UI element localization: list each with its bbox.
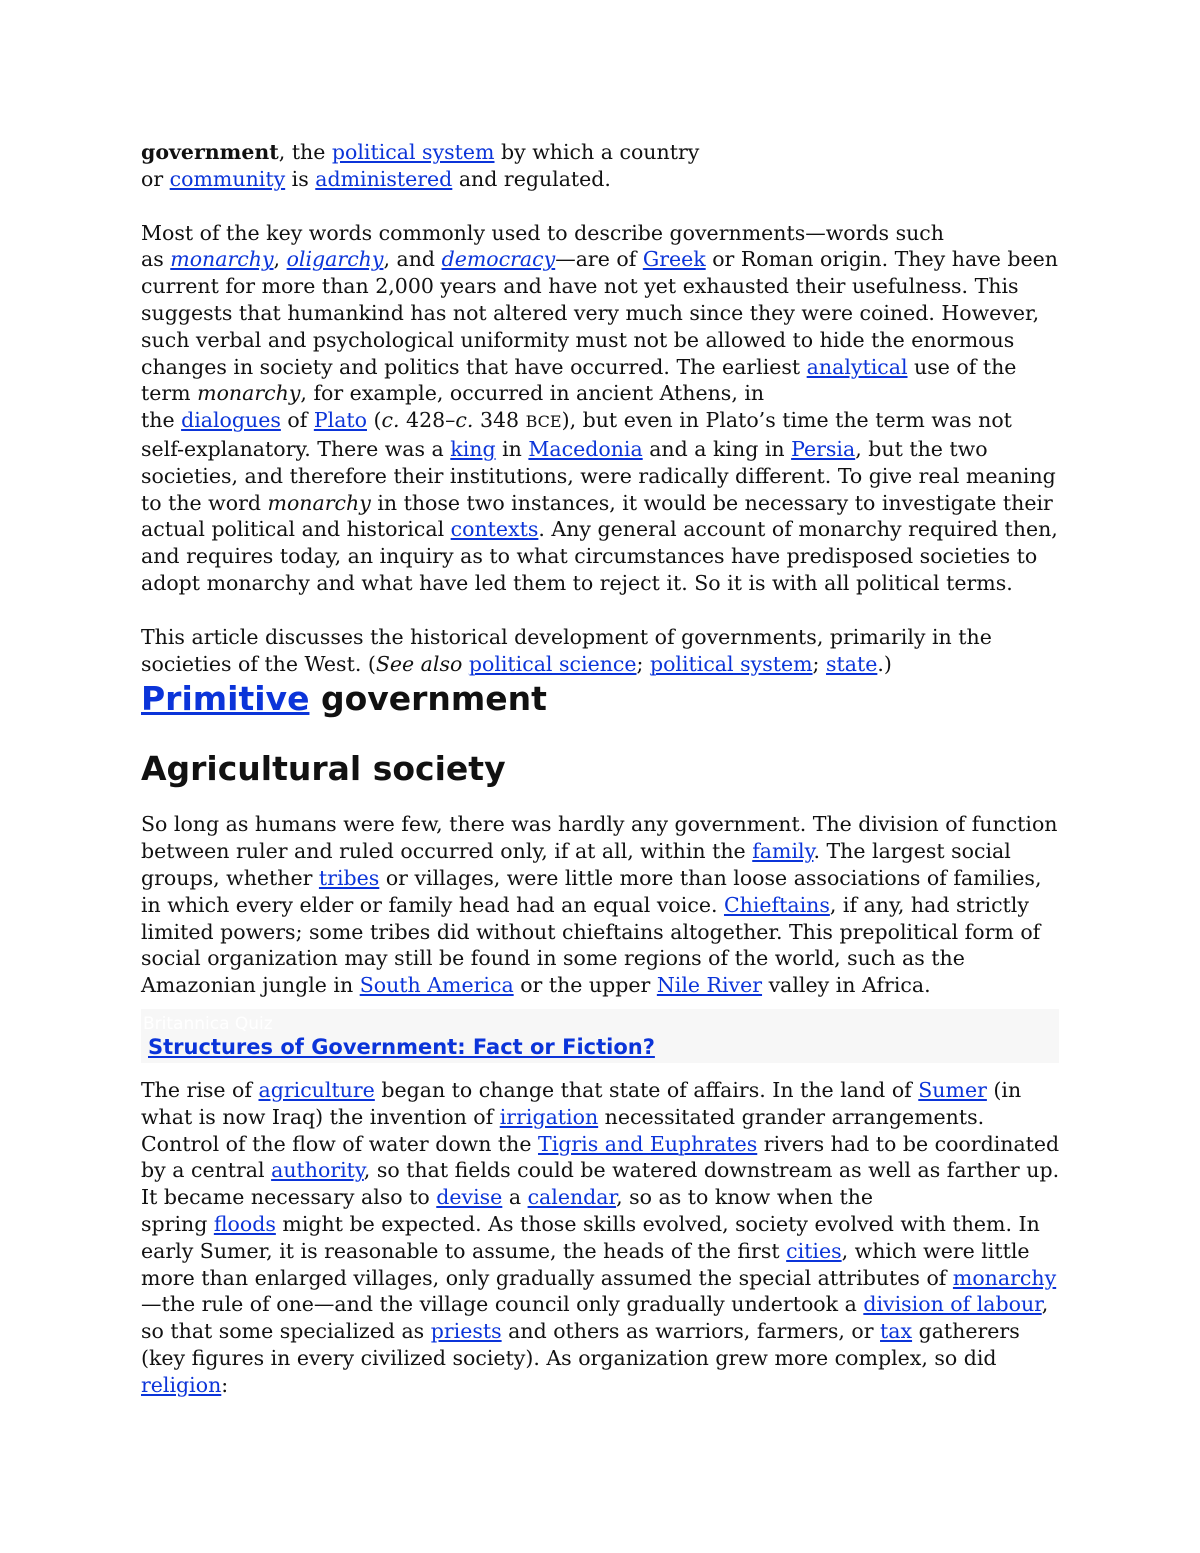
- link-political-system-2[interactable]: political system: [649, 651, 813, 676]
- link-tribes[interactable]: tribes: [318, 865, 380, 890]
- link-state[interactable]: state: [825, 651, 878, 676]
- paragraph-early-society: So long as humans were few, there was hardly any government. The division of function between ruler and ruled occurred only, if at all, within the family. The largest social groups, whether tribes or villages, were little more than loose associations of families, in which every elder or family head had an equal voice. Chieftains, if any, had strictly limited powers; some tribes did without chieftains altogether. This prepolitical form of social organization may still be found in some regions of the world, such as the Amazonian jungle in South America or the upper Nile River valley in Africa.: [141, 812, 1058, 998]
- quiz-box: [141, 1009, 1059, 1063]
- paragraph-article-scope: This article discusses the historical development of governments, primarily in the societies of the West. (See also political science; political system; state.): [141, 624, 992, 676]
- link-sumer[interactable]: Sumer: [918, 1077, 987, 1102]
- link-political-system[interactable]: political system: [331, 140, 495, 164]
- link-tigris-euphrates[interactable]: Tigris and Euphrates: [538, 1131, 758, 1156]
- link-contexts[interactable]: contexts: [450, 517, 539, 542]
- link-greek[interactable]: Greek: [642, 247, 706, 272]
- link-calendar[interactable]: calendar: [527, 1185, 617, 1210]
- link-cities[interactable]: cities: [786, 1238, 842, 1263]
- link-plato[interactable]: Plato: [313, 408, 367, 433]
- quiz-link[interactable]: Structures of Government: Fact or Fiction?: [148, 1034, 655, 1059]
- link-community[interactable]: community: [169, 166, 286, 191]
- link-oligarchy[interactable]: oligarchy: [286, 247, 384, 272]
- link-administered[interactable]: administered: [315, 166, 453, 191]
- link-priests[interactable]: priests: [430, 1319, 502, 1344]
- heading-agricultural-society: Agricultural society: [141, 749, 506, 789]
- link-persia[interactable]: Persia: [791, 436, 856, 461]
- link-chieftains[interactable]: Chieftains: [723, 892, 830, 917]
- article-body: [141, 139, 1061, 1398]
- link-dialogues[interactable]: dialogues: [181, 408, 281, 433]
- link-macedonia[interactable]: Macedonia: [528, 436, 643, 461]
- link-nile-river[interactable]: Nile River: [656, 973, 763, 998]
- link-monarchy[interactable]: monarchy: [170, 247, 274, 272]
- link-monarchy-2[interactable]: monarchy: [952, 1265, 1057, 1290]
- link-south-america[interactable]: South America: [359, 973, 514, 998]
- link-analytical[interactable]: analytical: [806, 354, 908, 379]
- link-division-of-labour[interactable]: division of labour: [863, 1292, 1042, 1317]
- link-tax[interactable]: tax: [880, 1319, 913, 1344]
- link-primitive[interactable]: Primitive: [141, 679, 310, 719]
- link-democracy[interactable]: democracy: [441, 247, 556, 272]
- link-king[interactable]: king: [450, 436, 496, 461]
- intro-paragraph: government, the political system by which a country or community is administered and regulated.: [141, 140, 700, 191]
- bce-abbreviation: BCE: [525, 412, 562, 432]
- quiz-label: Britannica Quiz: [143, 1013, 273, 1034]
- link-floods[interactable]: floods: [213, 1211, 276, 1236]
- link-family[interactable]: family: [752, 839, 814, 864]
- link-agriculture[interactable]: agriculture: [258, 1077, 375, 1102]
- quiz-title: [148, 1034, 655, 1060]
- heading-primitive-government: Primitive government: [141, 679, 547, 719]
- link-authority[interactable]: authority: [271, 1158, 364, 1183]
- article-term: government: [141, 140, 279, 164]
- link-devise[interactable]: devise: [436, 1185, 503, 1210]
- paragraph-agriculture: The rise of agriculture began to change that state of affairs. In the land of Sumer (in what is now Iraq) the invention of irrigation necessitated grander arrangements. Control of the flow of water down the Tigris and Euphrates rivers had to be coordinated by a central authority, so that fields could be watered downstream as well as farther up. It became necessary also to devise a calendar, so as to know when the spring floods might be expected. As those skills evolved, society evolved with them. In early Sumer, it is reasonable to assume, the heads of the first cities, which were little more than enlarged villages, only gradually assumed the special attributes of monarchy—the rule of one—and the village council only gradually undertook a division of labour, so that some specialized as priests and others as warriors, farmers, or tax gatherers (key figures in every civilized society). As organization grew more complex, so did religion:: [141, 1077, 1060, 1397]
- link-political-science[interactable]: political science: [468, 651, 637, 676]
- link-irrigation[interactable]: irrigation: [499, 1104, 599, 1129]
- paragraph-key-words: Most of the key words commonly used to describe governments—words such as monarchy, oligarchy, and democracy—are of Greek or Roman origin. They have been current for more than 2,000 years and have not yet exhausted their usefulness. This suggests that humankind has not altered very much since they were coined. However, such verbal and psychological uniformity must not be allowed to hide the enormous changes in society and politics that have occurred. The earliest analytical use of the term monarchy, for example, occurred in ancient Athens, in the dialogues of Plato (c. 428–c. 348 BCE), but even in Plato’s time the term was not self-explanatory. There was a king in Macedonia and a king in Persia, but the two societies, and therefore their institutions, were radically different. To give real meaning to the word monarchy in those two instances, it would be necessary to investigate their actual political and historical contexts. Any general account of monarchy required then, and requires today, an inquiry as to what circumstances have predisposed societies to adopt monarchy and what have led them to reject it. So it is with all political terms.: [141, 220, 1058, 595]
- link-religion[interactable]: religion: [141, 1372, 222, 1397]
